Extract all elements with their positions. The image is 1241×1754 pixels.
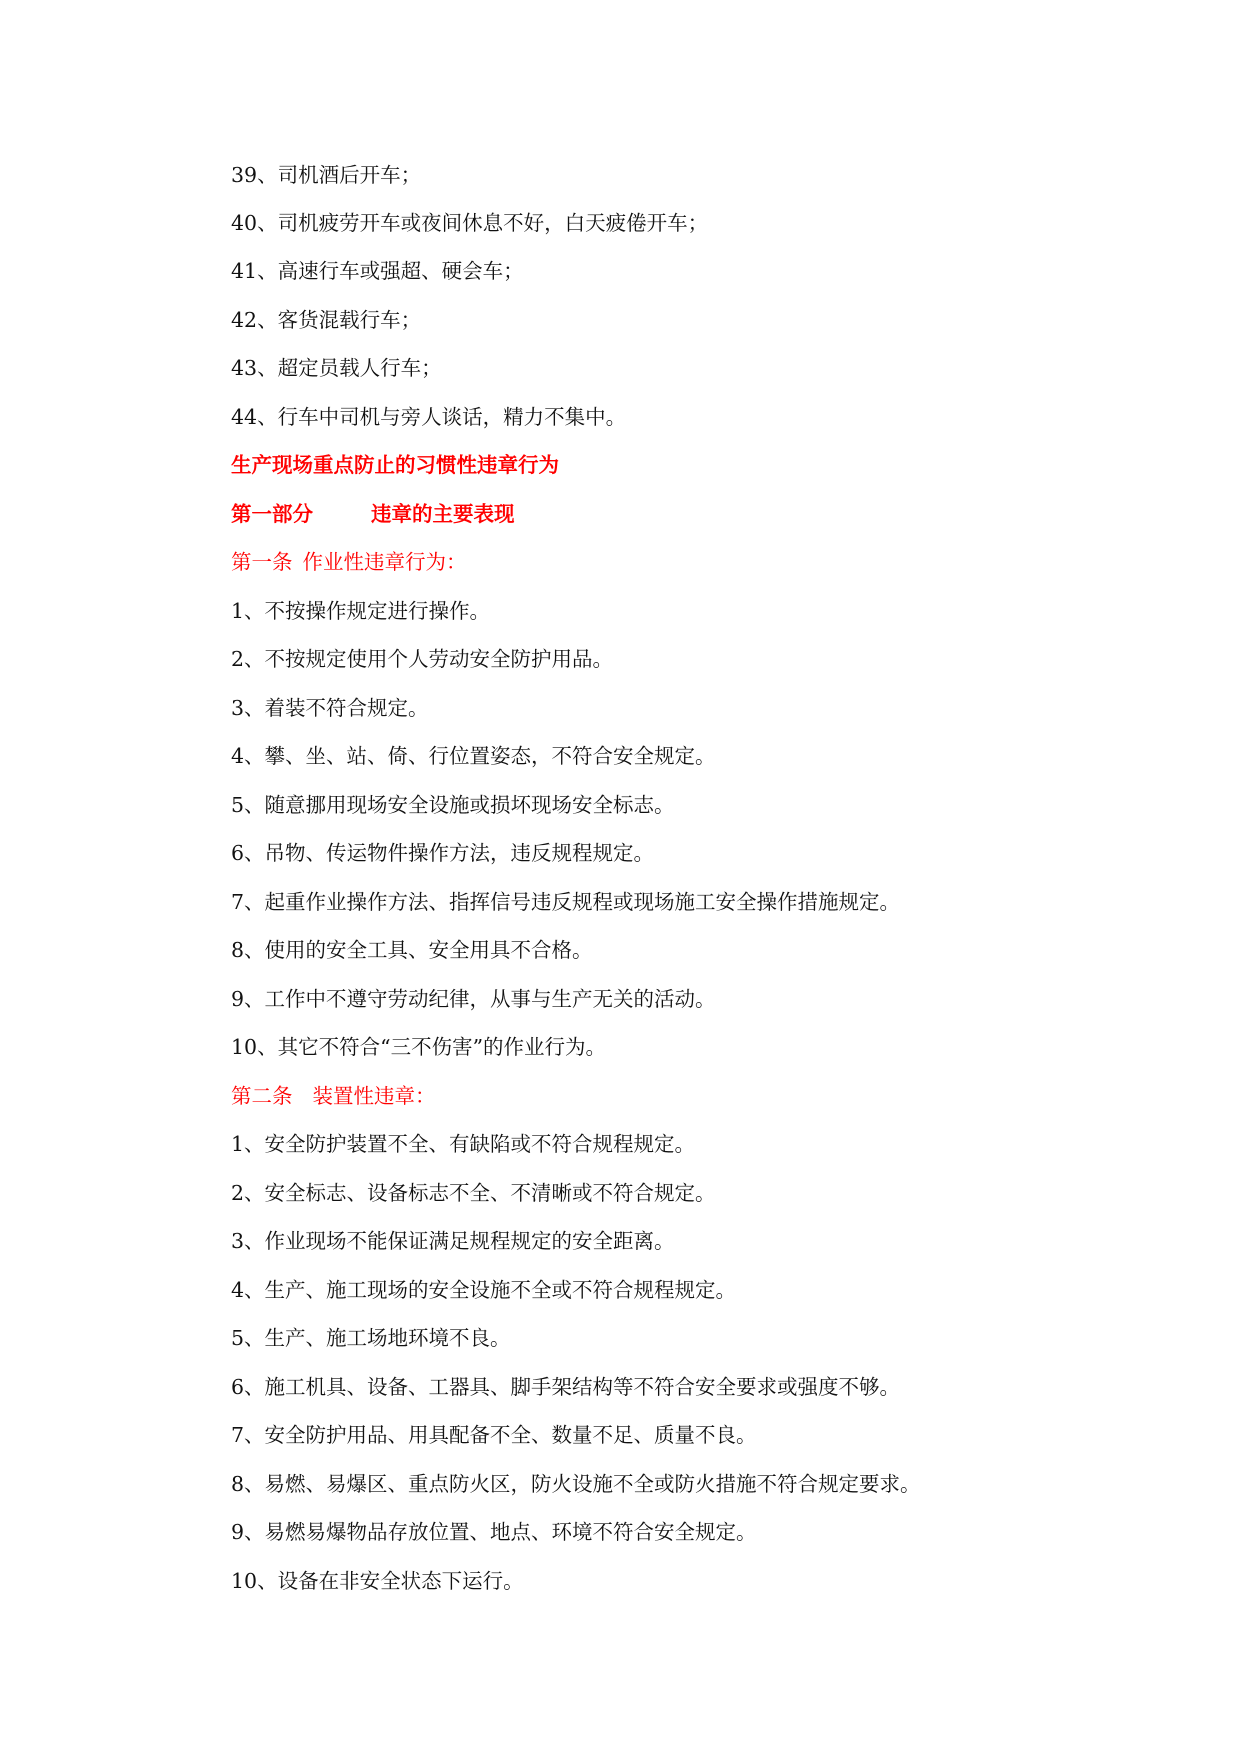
part-title: 违章的主要表现 — [371, 502, 515, 526]
list-item: 42、客货混载行车； — [231, 308, 422, 332]
part-label: 第一部分 — [231, 502, 313, 526]
list-item: 41、高速行车或强超、硬会车； — [231, 259, 524, 283]
list-item: 3、着装不符合规定。 — [231, 696, 429, 720]
list-item: 8、易燃、易爆区、重点防火区，防火设施不全或防火措施不符合规定要求。 — [231, 1472, 921, 1496]
list-item: 7、安全防护用品、用具配备不全、数量不足、质量不良。 — [231, 1423, 757, 1447]
list-item: 10、设备在非安全状态下运行。 — [231, 1569, 524, 1593]
list-item: 9、易燃易爆物品存放位置、地点、环境不符合安全规定。 — [231, 1520, 757, 1544]
list-item: 40、司机疲劳开车或夜间休息不好，白天疲倦开车； — [231, 211, 709, 235]
list-item: 9、工作中不遵守劳动纪律，从事与生产无关的活动。 — [231, 987, 716, 1011]
list-item: 1、不按操作规定进行操作。 — [231, 599, 491, 623]
list-item: 2、不按规定使用个人劳动安全防护用品。 — [231, 647, 614, 671]
list-item: 39、司机酒后开车； — [231, 163, 422, 187]
article-label: 第一条 — [231, 550, 293, 574]
list-item: 43、超定员载人行车； — [231, 356, 442, 380]
list-item: 2、安全标志、设备标志不全、不清晰或不符合规定。 — [231, 1181, 716, 1205]
list-item: 10、其它不符合“三不伤害”的作业行为。 — [231, 1035, 607, 1059]
article-heading — [231, 1081, 436, 1111]
article-title: 装置性违章： — [312, 1084, 436, 1108]
article-label: 第二条 — [231, 1084, 293, 1108]
list-item: 7、起重作业操作方法、指挥信号违反规程或现场施工安全操作措施规定。 — [231, 890, 901, 914]
article-title: 作业性违章行为： — [302, 550, 467, 574]
list-item: 3、作业现场不能保证满足规程规定的安全距离。 — [231, 1229, 675, 1253]
list-item: 8、使用的安全工具、安全用具不合格。 — [231, 938, 593, 962]
list-item: 6、施工机具、设备、工器具、脚手架结构等不符合安全要求或强度不够。 — [231, 1375, 901, 1399]
list-item: 44、行车中司机与旁人谈话，精力不集中。 — [231, 405, 627, 429]
list-item: 5、生产、施工场地环境不良。 — [231, 1326, 511, 1350]
list-item: 5、随意挪用现场安全设施或损坏现场安全标志。 — [231, 793, 675, 817]
list-item: 4、攀、坐、站、倚、行位置姿态，不符合安全规定。 — [231, 744, 716, 768]
part-heading — [231, 499, 515, 529]
list-item: 4、生产、施工现场的安全设施不全或不符合规程规定。 — [231, 1278, 737, 1302]
list-item: 1、安全防护装置不全、有缺陷或不符合规程规定。 — [231, 1132, 696, 1156]
article-heading — [231, 547, 467, 577]
list-item: 6、吊物、传运物件操作方法，违反规程规定。 — [231, 841, 655, 865]
section-heading: 生产现场重点防止的习惯性违章行为 — [231, 453, 559, 477]
